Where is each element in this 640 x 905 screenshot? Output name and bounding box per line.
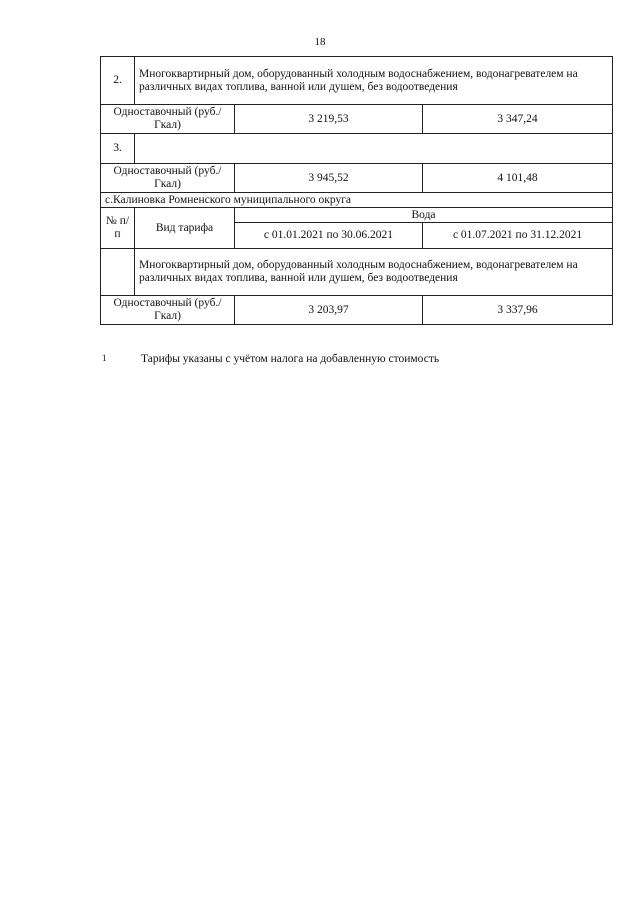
tariff-table — [100, 56, 613, 325]
locality-heading: с.Калиновка Ромненского муниципального округа — [101, 193, 613, 208]
tariff-value-h1: 3 945,52 — [235, 164, 423, 193]
row-description: Многоквартирный дом, оборудованный холодным водоснабжением, водонагревателем на различных видах топлива, ванной или душем, без водоотведения — [135, 57, 613, 105]
table-row — [101, 57, 613, 105]
period2-header: с 01.07.2021 по 31.12.2021 — [423, 223, 613, 249]
tariff-value-h1: 3 219,53 — [235, 105, 423, 134]
table-row — [101, 164, 613, 193]
group-column-header: Вода — [235, 208, 613, 223]
tariff-value-h2: 3 347,24 — [423, 105, 613, 134]
row-description — [135, 134, 613, 164]
footnote-mark: 1 — [102, 353, 107, 363]
table-row — [101, 134, 613, 164]
table-row — [101, 193, 613, 208]
num-column-header: № п/п — [101, 208, 135, 249]
type-column-header: Вид тарифа — [135, 208, 235, 249]
table-row — [101, 249, 613, 296]
row-number: 2. — [101, 57, 135, 105]
row-description: Многоквартирный дом, оборудованный холодным водоснабжением, водонагревателем на различных видах топлива, ванной или душем, без водоотведения — [135, 249, 613, 296]
table-row — [101, 296, 613, 325]
row-number — [101, 249, 135, 296]
tariff-value-h1: 3 203,97 — [235, 296, 423, 325]
page-number: 18 — [314, 36, 326, 48]
table-header-row — [101, 208, 613, 223]
tariff-type-cell: Одноставочный (руб./Гкал) — [101, 296, 235, 325]
table-row — [101, 105, 613, 134]
tariff-value-h2: 4 101,48 — [423, 164, 613, 193]
period1-header: с 01.01.2021 по 30.06.2021 — [235, 223, 423, 249]
tariff-type-cell: Одноставочный (руб./Гкал) — [101, 164, 235, 193]
row-number: 3. — [101, 134, 135, 164]
footnote-text: Тарифы указаны с учётом налога на добавленную стоимость — [141, 353, 440, 365]
tariff-type-cell: Одноставочный (руб./Гкал) — [101, 105, 235, 134]
tariff-value-h2: 3 337,96 — [423, 296, 613, 325]
